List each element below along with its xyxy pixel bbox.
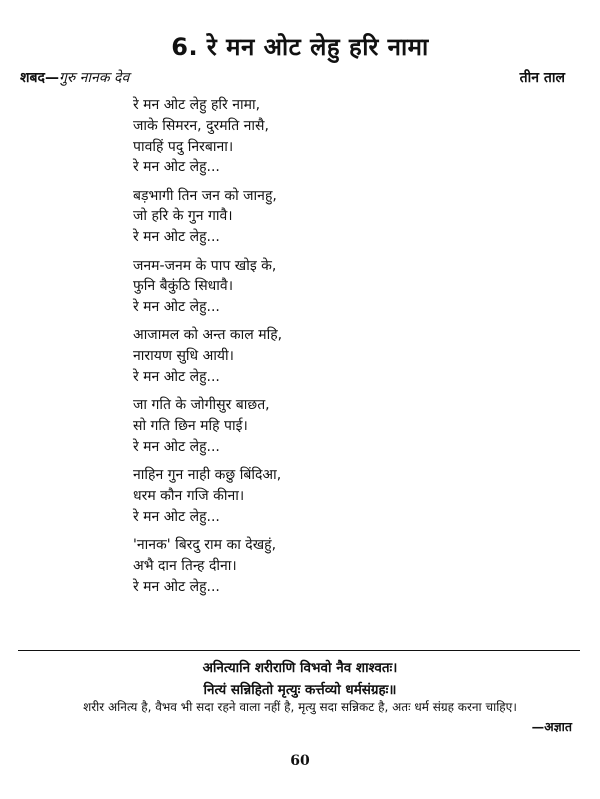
shabad-label: शबद— xyxy=(20,70,59,86)
poem-stanza xyxy=(133,465,533,527)
author-name: गुरु नानक देव xyxy=(58,70,130,86)
poem-line: आजामल को अन्त काल महि, xyxy=(133,327,283,344)
verse-attribution: —अज्ञात xyxy=(531,719,572,734)
poem-line: जनम-जनम के पाप खोइ के, xyxy=(133,257,277,274)
poem-line: फुनि बैकुंठि सिधावै। xyxy=(133,278,234,295)
poem-line: पावहिं पदु निरबाना। xyxy=(133,138,234,155)
page-title: 6. रे मन ओट लेहु हरि नामा xyxy=(171,33,429,61)
poem-line: बड़भागी तिन जन को जानहु, xyxy=(133,187,277,204)
taal-label: तीन ताल xyxy=(519,70,565,86)
shabad-meta xyxy=(20,68,129,87)
poem-stanza xyxy=(133,186,533,248)
poem-line: रे मन ओट लेहु... xyxy=(133,508,220,525)
poem-line: रे मन ओट लेहु... xyxy=(133,299,220,316)
sanskrit-verse-line-2: नित्यं सन्निहितो मृत्युः कर्त्तव्यो धर्मसंग्रहः॥ xyxy=(203,682,397,698)
divider xyxy=(18,650,580,651)
poem-line: अभै दान तिन्ह दीना। xyxy=(133,557,237,574)
poem-stanza xyxy=(133,256,533,318)
poem-line: जो हरि के गुन गावै। xyxy=(133,208,233,225)
poem-line: नाहिन गुन नाही कछु बिंदिआ, xyxy=(133,467,282,484)
poem-line: 'नानक' बिरदु राम का देखहुं, xyxy=(133,537,277,554)
poem-line: रे मन ओट लेहु... xyxy=(133,229,220,246)
poem-line: रे मन ओट लेहु... xyxy=(133,578,220,595)
poem-stanza xyxy=(133,535,533,597)
poem-line: रे मन ओट लेहु... xyxy=(133,438,220,455)
poem-stanza xyxy=(133,395,533,457)
poem-line: रे मन ओट लेहु... xyxy=(133,159,220,176)
poem-line: सो गति छिन महि पाई। xyxy=(133,418,248,435)
page-number: 60 xyxy=(290,753,310,769)
poem-line: नारायण सुधि आयी। xyxy=(133,348,234,365)
poem-body xyxy=(133,95,533,605)
poem-line: रे मन ओट लेहु... xyxy=(133,369,220,386)
poem-line: धरम कौन गजि कीना। xyxy=(133,488,245,505)
sanskrit-verse-line-1: अनित्यानि शरीराणि विभवो नैव शाश्वतः। xyxy=(202,660,398,676)
poem-line: जा गति के जोगीसुर बाछत, xyxy=(133,397,270,414)
poem-line: जाके सिमरन, दुरमति नासै, xyxy=(133,117,269,134)
poem-line: रे मन ओट लेहु हरि नामा, xyxy=(133,97,261,113)
poem-stanza xyxy=(133,95,533,178)
poem-stanza xyxy=(133,325,533,387)
verse-translation: शरीर अनित्य है, वैभव भी सदा रहने वाला नहीं है, मृत्यु सदा सन्निकट है, अतः धर्म संग्रह करना चाहिए। xyxy=(83,700,517,714)
